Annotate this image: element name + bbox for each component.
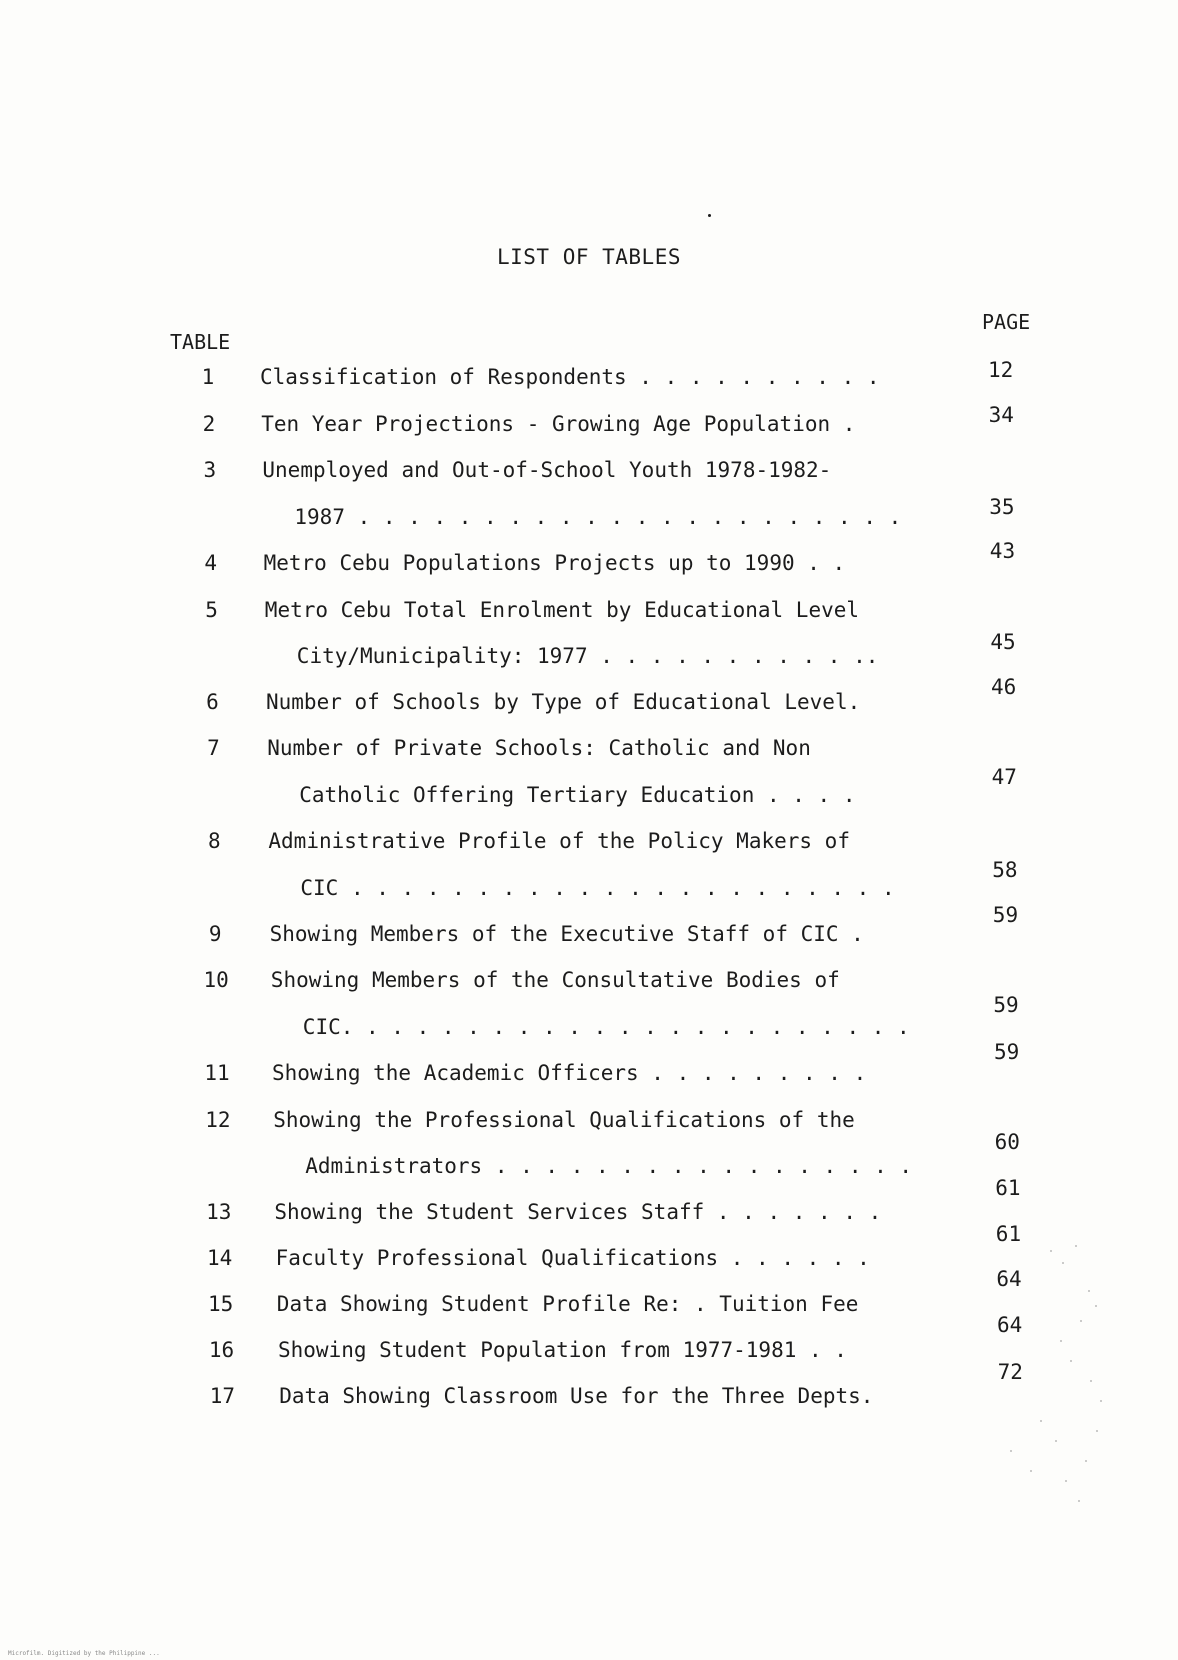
table-title: Faculty Professional Qualifications . . . . . . [275, 1246, 870, 1270]
page-number: 58 [992, 858, 1018, 882]
table-number: 5 [205, 598, 218, 622]
scan-speck [1078, 1500, 1080, 1502]
table-title: Metro Cebu Populations Projects up to 1990 . . [263, 551, 846, 575]
scan-speck [1055, 1440, 1057, 1442]
table-title: Showing Members of the Consultative Bodies of [270, 968, 840, 992]
page-number: 34 [988, 403, 1014, 427]
stray-mark [708, 214, 711, 217]
page-number: 60 [994, 1130, 1020, 1154]
table-number: 14 [207, 1246, 233, 1270]
table-title-continuation: 1987 . . . . . . . . . . . . . . . . . . . . . . [294, 505, 902, 529]
page-number: 35 [989, 495, 1015, 519]
table-title: Administrative Profile of the Policy Makers of [268, 829, 850, 853]
scan-speck [1095, 1305, 1097, 1307]
table-number: 4 [204, 551, 218, 575]
page-number: 43 [989, 539, 1016, 563]
page-number: 61 [995, 1176, 1021, 1200]
page-title: LIST OF TABLES [496, 245, 681, 269]
table-number: 10 [203, 968, 229, 992]
page-number: 46 [991, 675, 1017, 699]
table-number: 2 [202, 412, 216, 436]
page-number: 59 [992, 903, 1019, 927]
table-title: Metro Cebu Total Enrolment by Educational Level [264, 598, 860, 622]
scan-speck [1062, 1262, 1064, 1264]
scan-speck [1070, 1360, 1072, 1362]
table-number: 11 [204, 1061, 230, 1085]
scan-speck [1065, 1480, 1067, 1482]
table-title-continuation: Catholic Offering Tertiary Education . . . . [299, 783, 856, 807]
table-number: 17 [209, 1384, 236, 1408]
scan-speck [1080, 1320, 1082, 1322]
scan-speck [1090, 1380, 1092, 1382]
page-footer: Microfilm. Digitized by the Philippine ... [8, 1650, 160, 1657]
scan-speck [1075, 1245, 1077, 1247]
table-title: Ten Year Projections - Growing Age Population . [261, 412, 856, 436]
table-number: 3 [203, 458, 217, 482]
scan-speck [1050, 1250, 1052, 1252]
table-title: Data Showing Student Profile Re: . Tuition Fee [276, 1292, 859, 1316]
page-number: 45 [990, 630, 1016, 654]
scan-speck [1085, 1460, 1087, 1462]
table-number: 15 [207, 1292, 234, 1316]
table-number: 7 [207, 736, 220, 760]
table-number: 9 [208, 922, 222, 946]
page-number: 64 [996, 1267, 1022, 1291]
table-title: Showing the Academic Officers . . . . . . . . . [272, 1061, 867, 1085]
table-title-continuation: Administrators . . . . . . . . . . . . . . . . . [305, 1154, 913, 1178]
table-number: 8 [207, 829, 221, 853]
table-number: 12 [205, 1108, 231, 1132]
page-number: 47 [991, 765, 1017, 789]
table-title: Showing the Student Services Staff . . . . . . . [274, 1200, 882, 1224]
column-header-page: PAGE [982, 310, 1031, 334]
scan-speck [1030, 1470, 1032, 1472]
page-number: 61 [995, 1222, 1022, 1246]
scan-speck [1088, 1290, 1090, 1292]
column-header-table: TABLE [170, 330, 231, 354]
page-number: 59 [993, 993, 1019, 1017]
table-title: Unemployed and Out-of-School Youth 1978-1982- [262, 458, 832, 482]
scan-speck [1010, 1450, 1012, 1452]
table-title: Number of Schools by Type of Educational Level. [266, 690, 861, 714]
scan-speck [1096, 1430, 1098, 1432]
table-title-continuation: CIC. . . . . . . . . . . . . . . . . . . . . . . [302, 1015, 910, 1039]
table-number: 6 [206, 690, 219, 714]
page-number: 59 [994, 1040, 1020, 1064]
table-title: Number of Private Schools: Catholic and Non [267, 736, 811, 760]
page-number: 64 [997, 1313, 1023, 1337]
table-title: Classification of Respondents . . . . . . . . . . [260, 365, 880, 389]
table-title: Showing Student Population from 1977-1981 . . [278, 1338, 847, 1362]
table-title: Showing the Professional Qualifications of the [273, 1108, 855, 1132]
table-title: Showing Members of the Executive Staff of CIC . [269, 922, 864, 946]
table-number: 1 [201, 365, 215, 389]
table-title-continuation: City/Municipality: 1977 . . . . . . . . . . .. [296, 644, 879, 668]
scan-speck [1040, 1420, 1042, 1422]
table-number: 13 [206, 1200, 232, 1224]
page-number: 12 [988, 358, 1014, 382]
scan-speck [1060, 1340, 1062, 1342]
table-title: Data Showing Classroom Use for the Three Depts. [279, 1384, 874, 1408]
table-number: 16 [208, 1338, 235, 1362]
table-title-continuation: CIC . . . . . . . . . . . . . . . . . . . . . . [300, 876, 895, 900]
scan-speck [1100, 1400, 1102, 1402]
page-number: 72 [997, 1360, 1023, 1384]
